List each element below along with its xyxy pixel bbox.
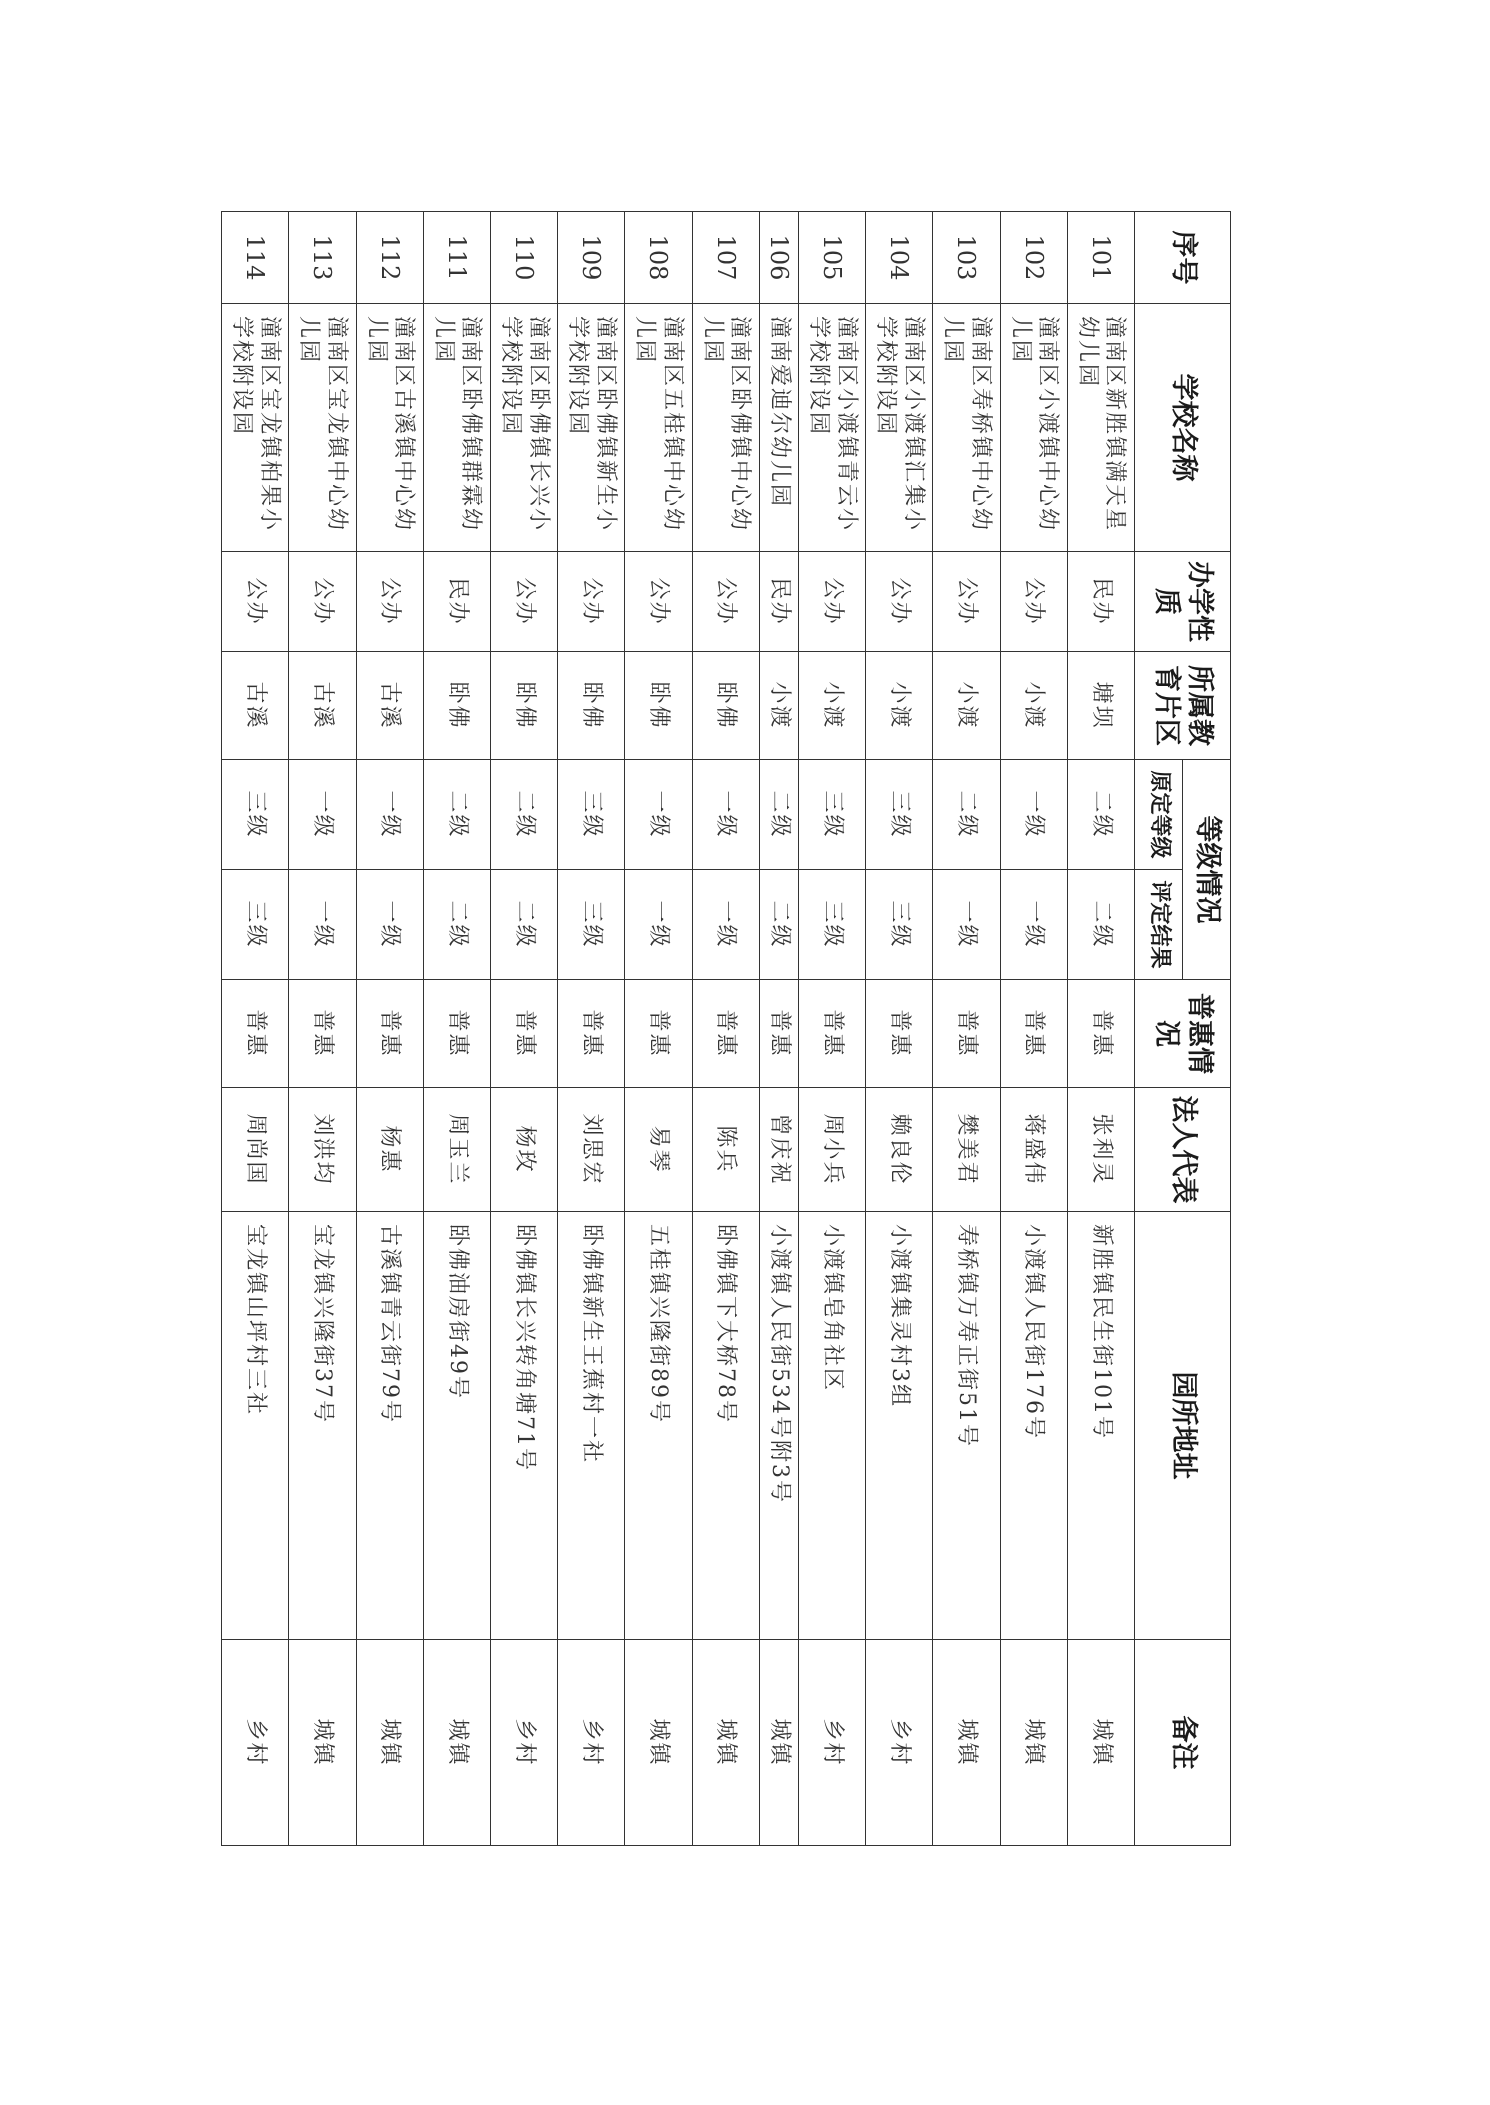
header-remark: 备注 bbox=[1135, 1640, 1231, 1846]
row-address: 小渡镇集灵村3组 bbox=[866, 1212, 933, 1640]
row-remark: 城镇 bbox=[933, 1640, 1000, 1846]
row-assessed-level: 二级 bbox=[759, 870, 798, 980]
row-school-nature: 公办 bbox=[692, 552, 759, 652]
row-inclusive-status: 普惠 bbox=[356, 980, 423, 1088]
row-school-name: 潼南区古溪镇中心幼儿园 bbox=[356, 304, 423, 552]
table-row bbox=[1000, 212, 1067, 1846]
kindergarten-grading-table bbox=[221, 211, 1231, 1846]
row-assessed-level: 一级 bbox=[289, 870, 356, 980]
row-inclusive-status: 普惠 bbox=[490, 980, 557, 1088]
row-school-nature: 公办 bbox=[289, 552, 356, 652]
row-education-district: 小渡 bbox=[933, 652, 1000, 760]
row-address: 古溪镇青云街79号 bbox=[356, 1212, 423, 1640]
row-education-district: 卧佛 bbox=[423, 652, 490, 760]
row-education-district: 古溪 bbox=[222, 652, 289, 760]
row-inclusive-status: 普惠 bbox=[423, 980, 490, 1088]
row-legal-representative: 蒋盛伟 bbox=[1000, 1088, 1067, 1212]
row-original-level: 三级 bbox=[558, 760, 625, 870]
row-seq: 102 bbox=[1000, 212, 1067, 304]
row-inclusive-status: 普惠 bbox=[222, 980, 289, 1088]
row-remark: 乡村 bbox=[558, 1640, 625, 1846]
row-assessed-level: 三级 bbox=[222, 870, 289, 980]
header-school-nature: 办学性质 bbox=[1135, 552, 1231, 652]
row-original-level: 一级 bbox=[356, 760, 423, 870]
row-original-level: 三级 bbox=[866, 760, 933, 870]
row-legal-representative: 周小兵 bbox=[798, 1088, 865, 1212]
header-row-top bbox=[1183, 212, 1231, 1846]
row-address: 新胜镇民生街101号 bbox=[1067, 1212, 1134, 1640]
row-school-name: 潼南区小渡镇中心幼儿园 bbox=[1000, 304, 1067, 552]
row-assessed-level: 一级 bbox=[625, 870, 692, 980]
row-legal-representative: 周玉兰 bbox=[423, 1088, 490, 1212]
row-education-district: 卧佛 bbox=[692, 652, 759, 760]
row-address: 宝龙镇兴隆街37号 bbox=[289, 1212, 356, 1640]
table-body bbox=[222, 212, 1135, 1846]
row-legal-representative: 刘洪均 bbox=[289, 1088, 356, 1212]
row-legal-representative: 陈兵 bbox=[692, 1088, 759, 1212]
row-assessed-level: 二级 bbox=[1067, 870, 1134, 980]
row-address: 卧佛镇长兴转角塘71号 bbox=[490, 1212, 557, 1640]
row-seq: 110 bbox=[490, 212, 557, 304]
row-address: 寿桥镇万寿正街51号 bbox=[933, 1212, 1000, 1640]
row-legal-representative: 杨玫 bbox=[490, 1088, 557, 1212]
row-school-nature: 公办 bbox=[625, 552, 692, 652]
row-assessed-level: 一级 bbox=[933, 870, 1000, 980]
row-legal-representative: 赖良伦 bbox=[866, 1088, 933, 1212]
header-seq: 序号 bbox=[1135, 212, 1231, 304]
row-legal-representative: 杨惠 bbox=[356, 1088, 423, 1212]
header-address: 园所地址 bbox=[1135, 1212, 1231, 1640]
row-address: 卧佛油房街49号 bbox=[423, 1212, 490, 1640]
header-legal-representative: 法人代表 bbox=[1135, 1088, 1231, 1212]
header-school-name: 学校名称 bbox=[1135, 304, 1231, 552]
row-original-level: 二级 bbox=[490, 760, 557, 870]
row-address: 五桂镇兴隆街89号 bbox=[625, 1212, 692, 1640]
row-education-district: 古溪 bbox=[356, 652, 423, 760]
row-legal-representative: 张利灵 bbox=[1067, 1088, 1134, 1212]
row-seq: 106 bbox=[759, 212, 798, 304]
row-school-name: 潼南爱迪尔幼儿园 bbox=[759, 304, 798, 552]
row-legal-representative: 樊美君 bbox=[933, 1088, 1000, 1212]
row-remark: 城镇 bbox=[1000, 1640, 1067, 1846]
table-row bbox=[625, 212, 692, 1846]
row-inclusive-status: 普惠 bbox=[692, 980, 759, 1088]
table-row bbox=[490, 212, 557, 1846]
row-remark: 乡村 bbox=[490, 1640, 557, 1846]
row-assessed-level: 三级 bbox=[558, 870, 625, 980]
row-education-district: 卧佛 bbox=[490, 652, 557, 760]
row-school-name: 潼南区卧佛镇新生小学校附设园 bbox=[558, 304, 625, 552]
table-row bbox=[759, 212, 798, 1846]
row-original-level: 二级 bbox=[933, 760, 1000, 870]
header-education-district: 所属教育片区 bbox=[1135, 652, 1231, 760]
row-address: 卧佛镇新生王蕉村一社 bbox=[558, 1212, 625, 1640]
row-seq: 112 bbox=[356, 212, 423, 304]
row-school-nature: 公办 bbox=[222, 552, 289, 652]
header-assessed-level: 评定结果 bbox=[1135, 870, 1183, 980]
row-school-nature: 民办 bbox=[1067, 552, 1134, 652]
row-remark: 乡村 bbox=[222, 1640, 289, 1846]
row-inclusive-status: 普惠 bbox=[289, 980, 356, 1088]
row-address: 小渡镇人民街534号附3号 bbox=[759, 1212, 798, 1640]
row-education-district: 小渡 bbox=[759, 652, 798, 760]
row-assessed-level: 一级 bbox=[356, 870, 423, 980]
row-remark: 乡村 bbox=[866, 1640, 933, 1846]
header-inclusive-status: 普惠情况 bbox=[1135, 980, 1231, 1088]
table-row bbox=[933, 212, 1000, 1846]
row-education-district: 古溪 bbox=[289, 652, 356, 760]
row-seq: 107 bbox=[692, 212, 759, 304]
row-remark: 城镇 bbox=[692, 1640, 759, 1846]
row-school-nature: 公办 bbox=[866, 552, 933, 652]
row-remark: 城镇 bbox=[759, 1640, 798, 1846]
row-legal-representative: 易琴 bbox=[625, 1088, 692, 1212]
row-school-nature: 民办 bbox=[759, 552, 798, 652]
table-row bbox=[222, 212, 289, 1846]
row-legal-representative: 周尚国 bbox=[222, 1088, 289, 1212]
row-school-nature: 公办 bbox=[933, 552, 1000, 652]
row-inclusive-status: 普惠 bbox=[933, 980, 1000, 1088]
row-inclusive-status: 普惠 bbox=[866, 980, 933, 1088]
row-original-level: 一级 bbox=[692, 760, 759, 870]
row-original-level: 三级 bbox=[222, 760, 289, 870]
row-school-nature: 民办 bbox=[423, 552, 490, 652]
table-row bbox=[423, 212, 490, 1846]
row-school-nature: 公办 bbox=[798, 552, 865, 652]
row-remark: 城镇 bbox=[1067, 1640, 1134, 1846]
table-row bbox=[692, 212, 759, 1846]
table-row bbox=[798, 212, 865, 1846]
row-inclusive-status: 普惠 bbox=[558, 980, 625, 1088]
row-school-name: 潼南区卧佛镇中心幼儿园 bbox=[692, 304, 759, 552]
row-original-level: 二级 bbox=[759, 760, 798, 870]
header-level-group: 等级情况 bbox=[1183, 760, 1231, 980]
row-remark: 城镇 bbox=[423, 1640, 490, 1846]
row-education-district: 小渡 bbox=[798, 652, 865, 760]
row-seq: 105 bbox=[798, 212, 865, 304]
row-original-level: 一级 bbox=[289, 760, 356, 870]
row-seq: 101 bbox=[1067, 212, 1134, 304]
row-address: 小渡镇皂角社区 bbox=[798, 1212, 865, 1640]
row-assessed-level: 二级 bbox=[490, 870, 557, 980]
row-education-district: 小渡 bbox=[866, 652, 933, 760]
row-assessed-level: 三级 bbox=[798, 870, 865, 980]
row-original-level: 一级 bbox=[1000, 760, 1067, 870]
row-education-district: 卧佛 bbox=[625, 652, 692, 760]
row-assessed-level: 一级 bbox=[1000, 870, 1067, 980]
row-seq: 109 bbox=[558, 212, 625, 304]
row-seq: 104 bbox=[866, 212, 933, 304]
row-school-name: 潼南区小渡镇青云小学校附设园 bbox=[798, 304, 865, 552]
row-school-name: 潼南区寿桥镇中心幼儿园 bbox=[933, 304, 1000, 552]
row-remark: 城镇 bbox=[625, 1640, 692, 1846]
row-assessed-level: 三级 bbox=[866, 870, 933, 980]
row-address: 宝龙镇山坪村三社 bbox=[222, 1212, 289, 1640]
row-school-name: 潼南区新胜镇满天星幼儿园 bbox=[1067, 304, 1134, 552]
row-seq: 103 bbox=[933, 212, 1000, 304]
row-inclusive-status: 普惠 bbox=[798, 980, 865, 1088]
row-address: 卧佛镇下大桥78号 bbox=[692, 1212, 759, 1640]
table-row bbox=[1067, 212, 1134, 1846]
row-school-name: 潼南区五桂镇中心幼儿园 bbox=[625, 304, 692, 552]
row-original-level: 一级 bbox=[625, 760, 692, 870]
row-school-nature: 公办 bbox=[490, 552, 557, 652]
row-inclusive-status: 普惠 bbox=[759, 980, 798, 1088]
row-seq: 114 bbox=[222, 212, 289, 304]
row-school-nature: 公办 bbox=[356, 552, 423, 652]
row-inclusive-status: 普惠 bbox=[625, 980, 692, 1088]
rotated-table-container bbox=[221, 211, 1231, 1845]
row-school-nature: 公办 bbox=[1000, 552, 1067, 652]
header-original-level: 原定等级 bbox=[1135, 760, 1183, 870]
row-education-district: 卧佛 bbox=[558, 652, 625, 760]
row-education-district: 塘坝 bbox=[1067, 652, 1134, 760]
row-legal-representative: 曾庆祝 bbox=[759, 1088, 798, 1212]
row-seq: 111 bbox=[423, 212, 490, 304]
row-original-level: 三级 bbox=[798, 760, 865, 870]
row-school-name: 潼南区卧佛镇群霖幼儿园 bbox=[423, 304, 490, 552]
row-inclusive-status: 普惠 bbox=[1000, 980, 1067, 1088]
row-school-nature: 公办 bbox=[558, 552, 625, 652]
row-school-name: 潼南区小渡镇汇集小学校附设园 bbox=[866, 304, 933, 552]
row-inclusive-status: 普惠 bbox=[1067, 980, 1134, 1088]
row-school-name: 潼南区卧佛镇长兴小学校附设园 bbox=[490, 304, 557, 552]
row-school-name: 潼南区宝龙镇中心幼儿园 bbox=[289, 304, 356, 552]
row-remark: 乡村 bbox=[798, 1640, 865, 1846]
table-row bbox=[356, 212, 423, 1846]
row-address: 小渡镇人民街176号 bbox=[1000, 1212, 1067, 1640]
row-legal-representative: 刘思宏 bbox=[558, 1088, 625, 1212]
row-assessed-level: 一级 bbox=[692, 870, 759, 980]
row-school-name: 潼南区宝龙镇柏果小学校附设园 bbox=[222, 304, 289, 552]
table-row bbox=[289, 212, 356, 1846]
row-assessed-level: 二级 bbox=[423, 870, 490, 980]
table-row bbox=[866, 212, 933, 1846]
row-education-district: 小渡 bbox=[1000, 652, 1067, 760]
row-remark: 城镇 bbox=[289, 1640, 356, 1846]
row-original-level: 二级 bbox=[423, 760, 490, 870]
row-remark: 城镇 bbox=[356, 1640, 423, 1846]
row-seq: 113 bbox=[289, 212, 356, 304]
row-original-level: 二级 bbox=[1067, 760, 1134, 870]
row-seq: 108 bbox=[625, 212, 692, 304]
table-row bbox=[558, 212, 625, 1846]
